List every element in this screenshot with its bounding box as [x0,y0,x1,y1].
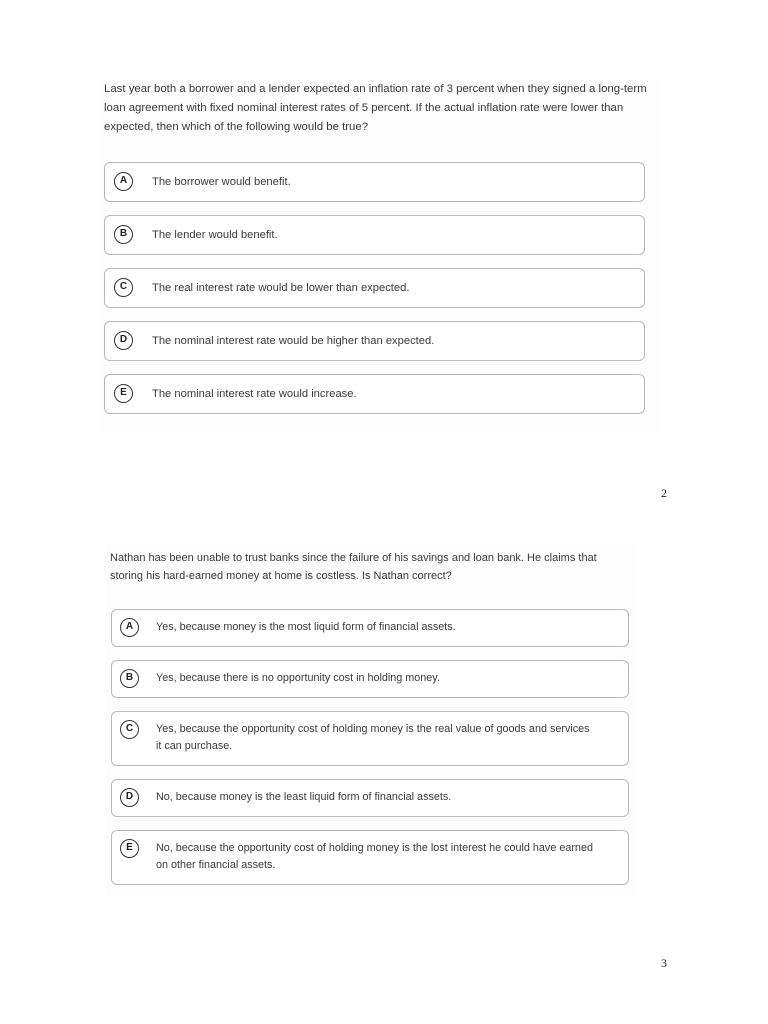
choice-text: The nominal interest rate would increase. [152,388,357,400]
choice-letter-badge: D [120,788,139,807]
choice-b[interactable] [104,215,645,255]
choice-c[interactable] [104,268,645,308]
page-number: 3 [661,956,667,970]
choice-text: The borrower would benefit. [152,176,291,188]
choice-letter-badge: D [114,331,133,350]
question-block-1 [100,78,660,430]
choice-text: The nominal interest rate would be higher than expected. [152,335,435,347]
choice-d[interactable] [104,321,645,361]
choice-text: The real interest rate would be lower than expected. [152,282,410,294]
choice-letter-badge: E [114,384,133,403]
choice-letter-badge: A [120,618,139,637]
choice-a[interactable] [104,162,645,202]
choice-text: Yes, because there is no opportunity cost in holding money. [156,672,440,684]
question-block-2 [106,544,636,898]
choice-b[interactable] [111,660,629,698]
choice-text: The lender would benefit. [152,229,278,241]
choice-text: No, because money is the least liquid form of financial assets. [156,791,452,803]
choice-letter-badge: C [120,720,139,739]
question-stem: Nathan has been unable to trust banks since the failure of his savings and loan bank. He claims that storing his hard-earned money at home is costless. Is Nathan correct? [110,552,597,582]
choice-e[interactable] [111,830,629,885]
choice-text: Yes, because money is the most liquid form of financial assets. [156,621,456,633]
choice-text: Yes, because the opportunity cost of holding money is the real value of goods and services it can purchase. [156,723,590,752]
question-stem: Last year both a borrower and a lender expected an inflation rate of 3 percent when they signed a long-term loan agreement with fixed nominal interest rates of 5 percent. If the actual inflation rate were lower than expected, then which of the following would be true? [104,83,647,133]
choice-c[interactable] [111,711,629,766]
choice-letter-badge: E [120,839,139,858]
choice-letter-badge: C [114,278,133,297]
choice-letter-badge: A [114,172,133,191]
choice-letter-badge: B [120,669,139,688]
choice-letter-badge: B [114,225,133,244]
choice-a[interactable] [111,609,629,647]
page-number: 2 [661,486,667,500]
choice-e[interactable] [104,374,645,414]
choice-text: No, because the opportunity cost of holding money is the lost interest he could have earned on other financial assets. [156,842,593,871]
choice-d[interactable] [111,779,629,817]
